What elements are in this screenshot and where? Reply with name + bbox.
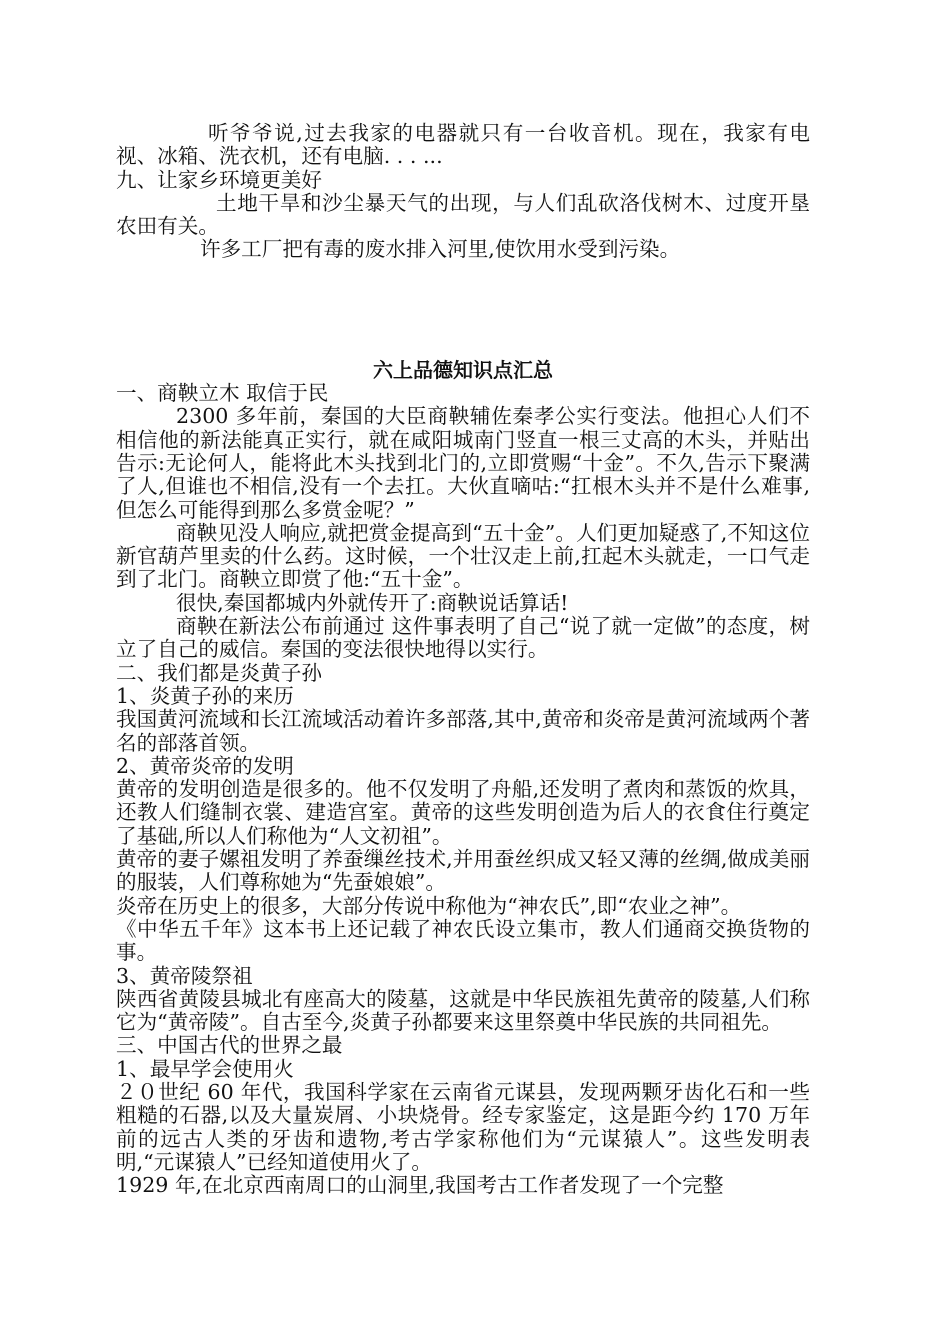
s2-paragraph-4: 炎帝在历史上的很多，大部分传说中称他为“神农氏”,即“农业之神”。 (116, 893, 742, 918)
document-page (116, 122, 810, 1197)
s2-subheading-3: 3、黄帝陵祭祖 (116, 963, 253, 988)
section-heading-2: 二、我们都是炎黄子孙 (116, 660, 322, 685)
s2-subheading-1: 1、炎黄子孙的来历 (116, 683, 294, 708)
s1-paragraph-2: 商鞅见没人响应,就把赏金提高到“五十金”。人们更加疑惑了,不知这位新官葫芦里卖的什么药。这时候，一个壮汉走上前,扛起木头就走，一口气走到了北门。商鞅立即赏了他:“五十金”。 (116, 520, 810, 592)
section-heading-1: 一、商鞅立木 取信于民 (116, 381, 329, 406)
s2-paragraph-5: 《中华五千年》这本书上还记载了神农氏设立集市，教人们通商交换货物的事。 (116, 916, 810, 965)
s2-paragraph-6: 陕西省黄陵县城北有座高大的陵墓，这就是中华民族祖先黄帝的陵墓,人们称它为“黄帝陵”。自古至今,炎黄子孙都要来这里祭奠中华民族的共同祖先。 (116, 986, 810, 1035)
section-heading-9: 九、让家乡环境更美好 (116, 167, 322, 192)
section-heading-3: 三、中国古代的世界之最 (116, 1033, 343, 1058)
s3-paragraph-2: 1929 年,在北京西南周口的山洞里,我国考古工作者发现了一个完整 (116, 1173, 724, 1198)
s3-subheading-1: 1、最早学会使用火 (116, 1056, 294, 1081)
s2-subheading-2: 2、黄帝炎帝的发明 (116, 753, 294, 778)
document-title: 六上品德知识点汇总 (373, 357, 553, 382)
intro-paragraph-radio: 听爷爷说,过去我家的电器就只有一台收音机。现在，我家有电视、冰箱、洗衣机，还有电脑. . . ... (116, 121, 810, 169)
intro-paragraph-drought: 土地干旱和沙尘暴天气的出现，与人们乱砍洛伐树木、过度开垦农田有关。 (116, 190, 810, 239)
s3-paragraph-1: ２０世纪 60 年代，我国科学家在云南省元谋县，发现两颗牙齿化石和一些粗糙的石器,以及大量炭屑、小块烧骨。经专家鉴定，这是距今约 170 万年前的远古人类的牙齿和遗物,考古学家称他们为“元谋猿人”。这些发明表明,“元谋猿人”已经知道使用火了。 (116, 1079, 810, 1174)
s2-paragraph-2: 黄帝的发明创造是很多的。他不仅发明了舟船,还发明了煮肉和蒸饭的炊具，还教人们缝制衣裳、建造宫室。黄帝的这些发明创造为后人的衣食住行奠定了基础,所以人们称他为“人文初祖”。 (116, 777, 810, 848)
page-gap (116, 262, 810, 359)
intro-paragraph-pollution: 许多工厂把有毒的废水排入河里,使饮用水受到污染。 (200, 237, 681, 262)
s2-paragraph-3: 黄帝的妻子嫘祖发明了养蚕缫丝技术,并用蚕丝织成又轻又薄的丝绸,做成美丽的服装，人们尊称她为“先蚕娘娘”。 (116, 847, 810, 895)
s2-paragraph-1: 我国黄河流域和长江流域活动着许多部落,其中,黄帝和炎帝是黄河流域两个著名的部落首领。 (116, 707, 810, 755)
s1-paragraph-1: 2300 多年前，秦国的大臣商鞅辅佐秦孝公实行变法。他担心人们不相信他的新法能真正实行，就在咸阳城南门竖直一根三丈高的木头，并贴出告示:无论何人，能将此木头找到北门的,立即赏赐“十金”。不久,告示下聚满了人,但谁也不相信,没有一个去扛。大伙直嘀咕:“扛根木头并不是什么难事,但怎么可能得到那么多赏金呢？” (116, 404, 810, 522)
s1-paragraph-4: 商鞅在新法公布前通过 这件事表明了自己“说了就一定做”的态度，树立了自己的威信。秦国的变法很快地得以实行。 (116, 614, 810, 662)
s1-paragraph-3: 很快,秦国都城内外就传开了:商鞅说话算话! (176, 590, 569, 615)
